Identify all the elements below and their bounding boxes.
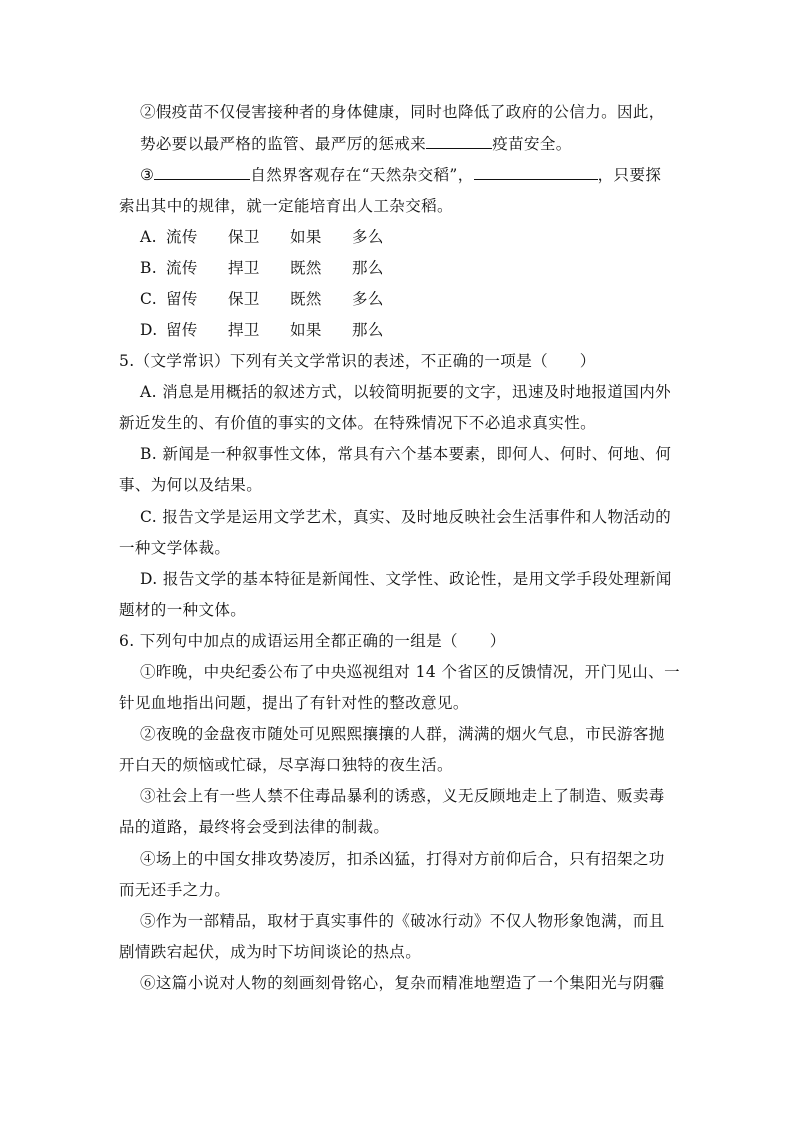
q6-sentence-5-line2: 剧情跌宕起伏，成为时下坊间谈论的热点。 (119, 943, 422, 961)
q4-option-c (140, 288, 414, 310)
q4-option-d (140, 319, 414, 341)
q4-item3-line2: 索出其中的规律，就一定能培育出人工杂交稻。 (119, 197, 453, 215)
option-word: 捍卫 (228, 321, 260, 339)
option-word: 流传 (166, 228, 198, 246)
q5-option-d-line2: 题材的一种文体。 (119, 601, 247, 619)
q4-option-b (140, 257, 414, 279)
fill-blank-4 (474, 164, 598, 180)
option-word: 多么 (352, 228, 384, 246)
q6-stem: 6. 下列句中加点的成语运用全都正确的一组是（ ） (119, 632, 506, 650)
q4-item2-line2-pre: 势必要以最严格的监管、最严厉的惩戒来 (140, 135, 427, 153)
option-letter: C. (140, 290, 158, 308)
option-word: 如果 (290, 321, 322, 339)
q6-sentence-3-line1: ③社会上有一些人禁不住毒品暴利的诱惑，义无反顾地走上了制造、贩卖毒 (140, 787, 665, 805)
q6-sentence-3-line2: 品的道路，最终将会受到法律的制裁。 (119, 818, 390, 836)
q6-sentence-4-line2: 而无还手之力。 (119, 881, 231, 899)
q5-option-c-line2: 一种文学体裁。 (119, 539, 231, 557)
q6-sentence-2-line1: ②夜晚的金盘夜市随处可见熙熙攘攘的人群，满满的烟火气息，市民游客抛 (140, 725, 665, 743)
q6-sentence-1-line2: 针见血地指出问题，提出了有针对性的整改意见。 (119, 694, 469, 712)
option-letter: D. (140, 321, 158, 339)
q4-item3-mark: ③ (140, 166, 155, 184)
q5-stem: 5.（文学常识）下列有关文学常识的表述，不正确的一项是（ ） (119, 352, 596, 370)
q5-option-d-line1: D. 报告文学的基本特征是新闻性、文学性、政论性，是用文学手段处理新闻 (140, 570, 672, 588)
option-word: 那么 (352, 321, 384, 339)
q6-sentence-6-line1: ⑥这篇小说对人物的刻画刻骨铭心，复杂而精准地塑造了一个集阳光与阴霾 (140, 974, 665, 992)
q6-sentence-4-line1: ④场上的中国女排攻势凌厉，扣杀凶猛，打得对方前仰后合，只有招架之功 (140, 850, 665, 868)
option-word: 留传 (166, 290, 198, 308)
option-word: 既然 (290, 290, 322, 308)
option-word: 那么 (352, 259, 384, 277)
q6-sentence-1-line1: ①昨晚，中央纪委公布了中央巡视组对 14 个省区的反馈情况，开门见山、一 (140, 663, 680, 681)
option-letter: B. (140, 259, 158, 277)
q5-option-c-line1: C. 报告文学是运用文学艺术，真实、及时地反映社会生活事件和人物活动的 (140, 508, 672, 526)
option-word: 多么 (352, 290, 384, 308)
q4-item3-line1 (140, 164, 661, 186)
q5-option-b-line2: 事、为何以及结果。 (119, 476, 263, 494)
q6-sentence-5-line1: ⑤作为一部精品，取材于真实事件的《破冰行动》不仅人物形象饱满，而且 (140, 912, 665, 930)
option-letter: A. (140, 228, 157, 246)
q4-item3-post: ，只要探 (597, 166, 662, 184)
q6-sentence-2-line2: 开白天的烦恼或忙碌，尽享海口独特的夜生活。 (119, 756, 453, 774)
q5-option-a-line2: 新近发生的、有价值的事实的文体。在特殊情况下不必追求真实性。 (119, 414, 597, 432)
option-word: 流传 (166, 259, 198, 277)
option-word: 保卫 (228, 290, 260, 308)
q4-item2-line2 (140, 133, 572, 155)
q4-item3-mid: 自然界客观存在“天然杂交稻”， (250, 166, 474, 184)
option-word: 既然 (290, 259, 322, 277)
option-word: 捍卫 (228, 259, 260, 277)
option-word: 保卫 (228, 228, 260, 246)
q4-item2-line1: ②假疫苗不仅侵害接种者的身体健康，同时也降低了政府的公信力。因此， (140, 103, 665, 121)
option-word: 如果 (290, 228, 322, 246)
fill-blank-2 (426, 133, 492, 149)
fill-blank-3 (154, 164, 250, 180)
q5-option-a-line1: A. 消息是用概括的叙述方式，以较简明扼要的文字，迅速及时地报道国内外 (140, 383, 672, 401)
q4-option-a (140, 226, 414, 248)
option-word: 留传 (166, 321, 198, 339)
q4-item2-line2-post: 疫苗安全。 (492, 135, 572, 153)
q5-option-b-line1: B. 新闻是一种叙事性文体，常具有六个基本要素，即何人、何时、何地、何 (140, 445, 672, 463)
